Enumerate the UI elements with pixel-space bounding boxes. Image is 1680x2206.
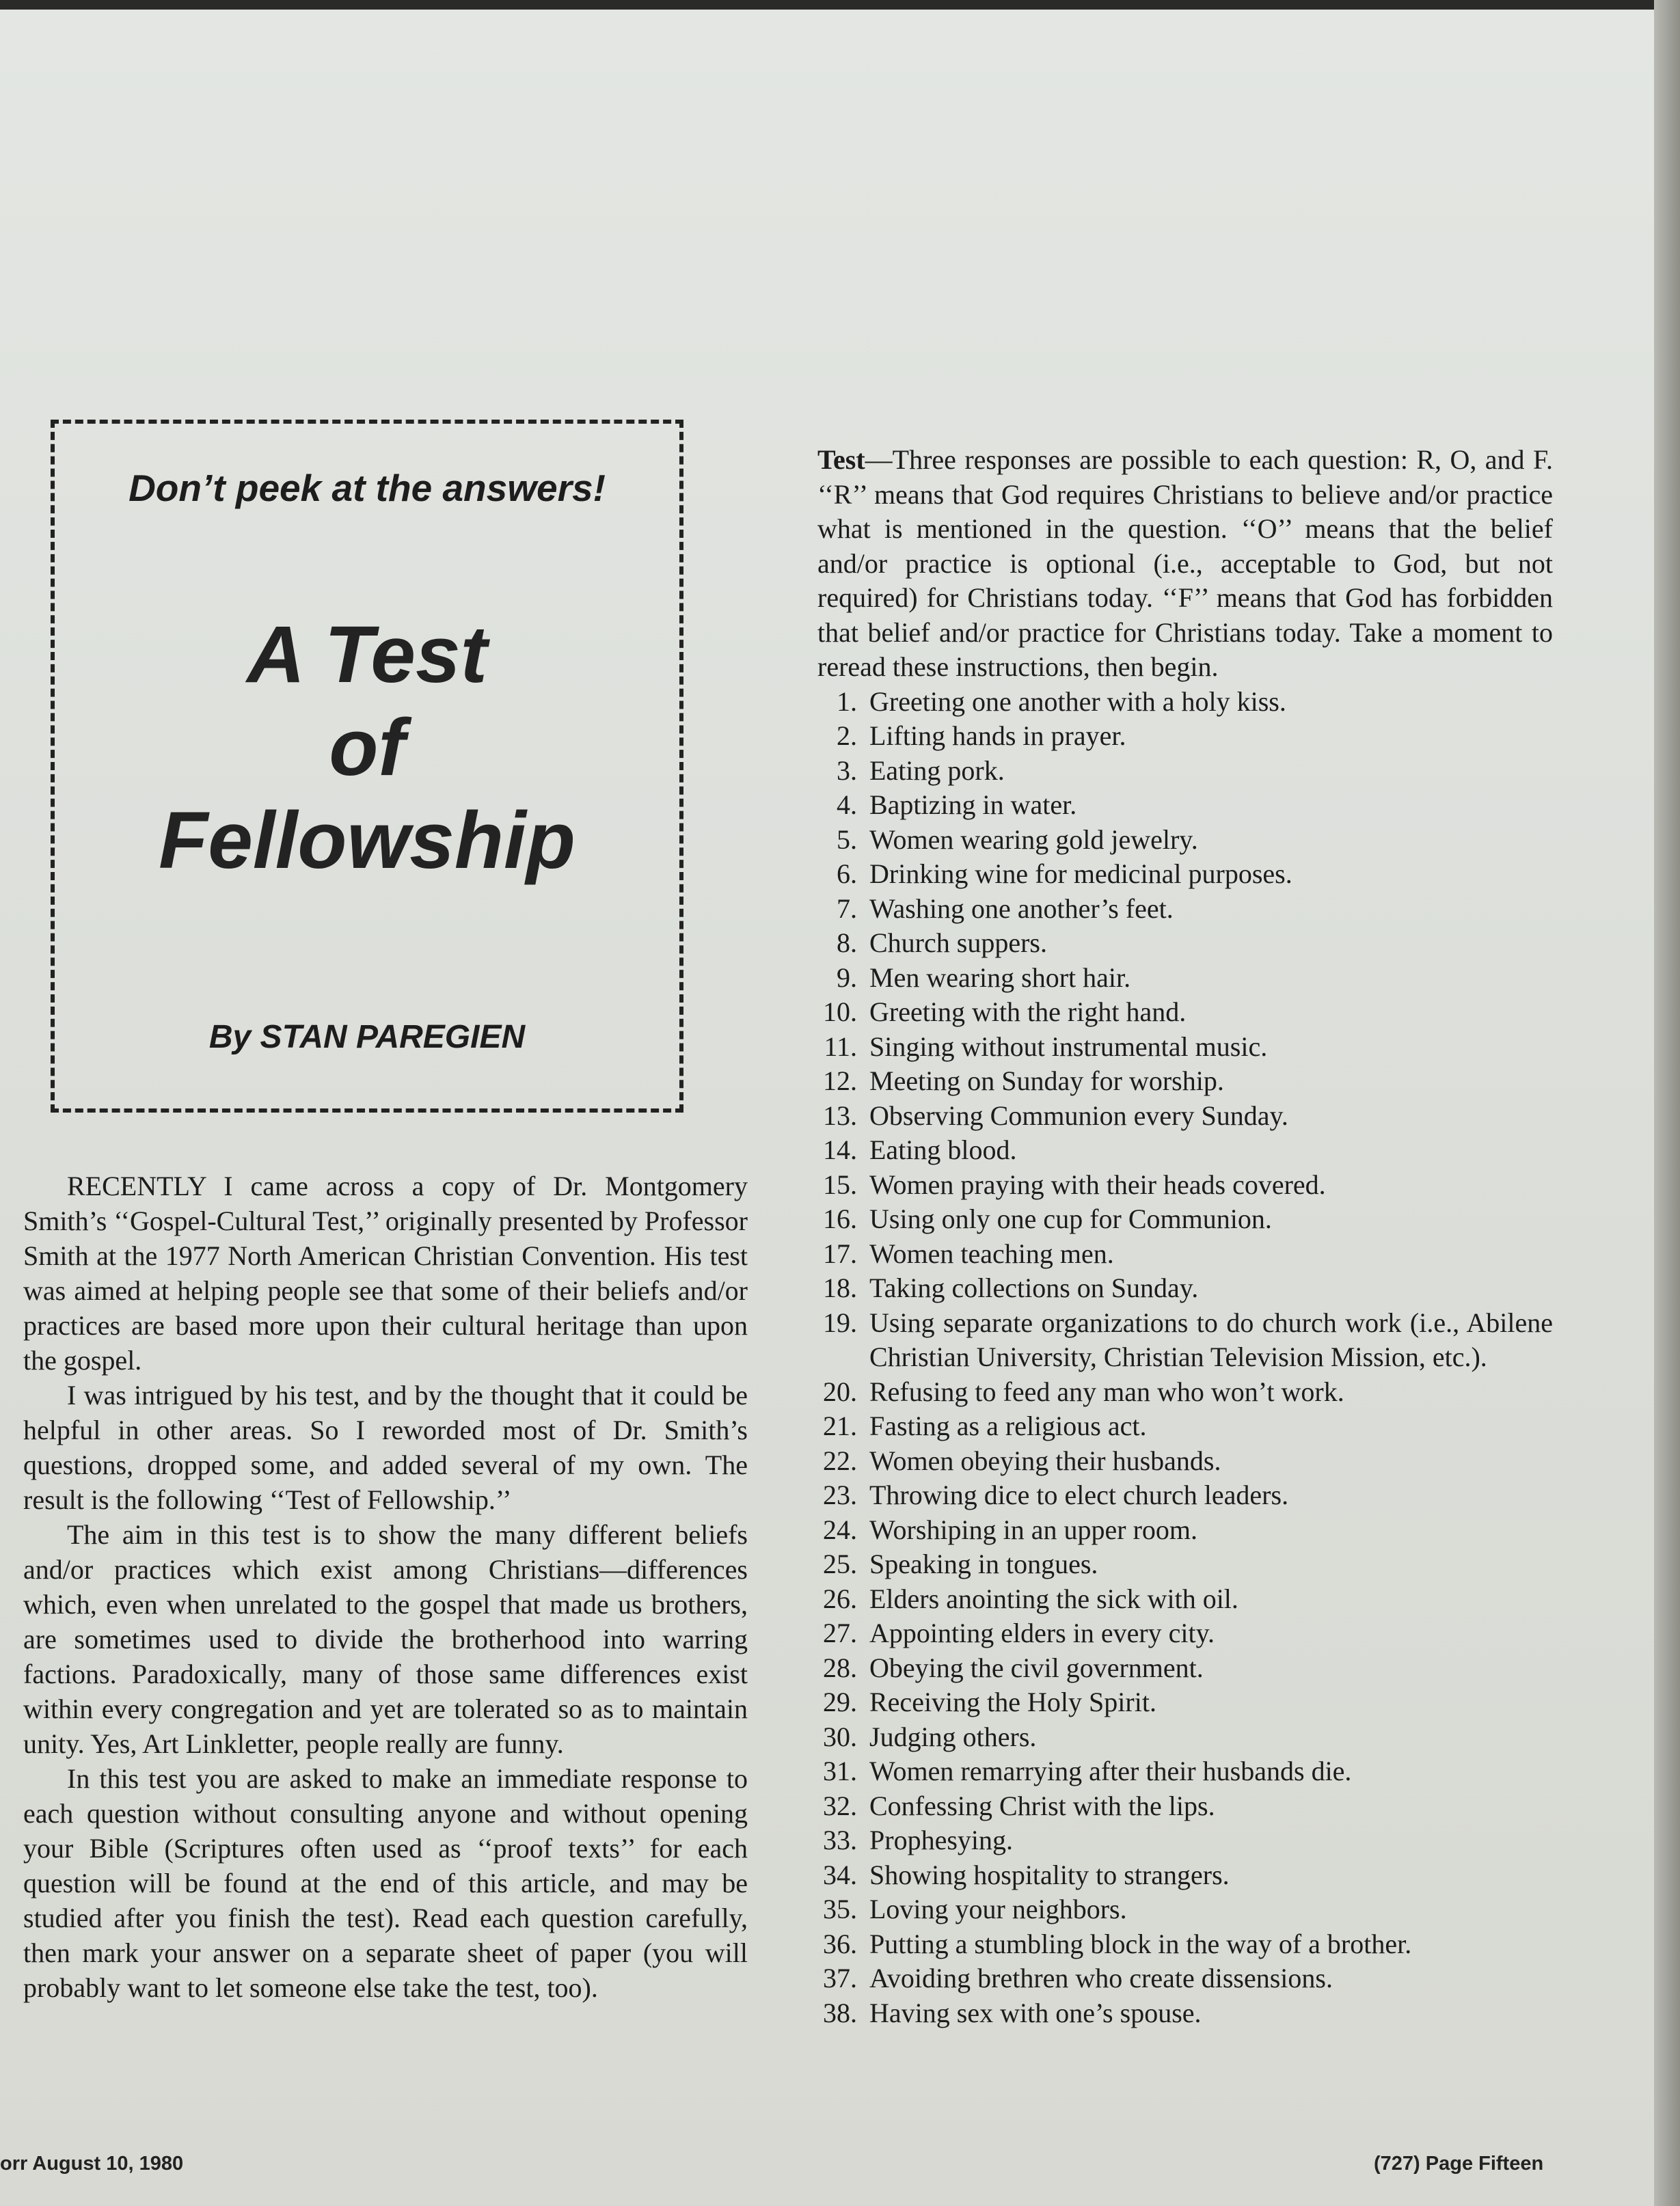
question-text: Prophesying. (869, 1825, 1013, 1855)
question-text: Using separate organizations to do church work (i.e., Abilene Christian University, Christian Television Mission, etc.). (869, 1307, 1553, 1372)
question-text: Showing hospitality to strangers. (869, 1859, 1230, 1890)
question-number: 16. (823, 1203, 857, 1234)
question-number: 32. (823, 1790, 857, 1821)
question-item (817, 892, 1553, 927)
question-number: 36. (823, 1928, 857, 1959)
question-number: 37. (823, 1963, 857, 1993)
question-item (817, 1616, 1553, 1651)
question-number: 11. (824, 1031, 857, 1062)
instructions-text: —Three responses are possible to each question: R, O, and F. ‘‘R’’ means that God requires Christians to believe and/or practice what is mentioned in the question. ‘‘O’’ means that the belief and/or practice is optional (i.e., acceptable to God, but not required) for Christians today. ‘‘F’’ means that God has forbidden that belief and/or practice for Christians today. Take a moment to reread these instructions, then begin. (817, 444, 1553, 682)
question-text: Observing Communion every Sunday. (869, 1100, 1288, 1131)
question-text: Fasting as a religious act. (869, 1411, 1147, 1441)
question-text: Men wearing short hair. (869, 962, 1131, 993)
question-number: 22. (823, 1445, 857, 1476)
question-number: 4. (837, 789, 857, 820)
question-item (817, 857, 1553, 892)
question-number: 24. (823, 1514, 857, 1545)
question-item (817, 1892, 1553, 1927)
question-number: 19. (823, 1307, 857, 1338)
page-right-edge (1654, 0, 1680, 2206)
question-number: 30. (823, 1721, 857, 1752)
question-item (817, 1720, 1553, 1755)
question-number: 5. (837, 823, 857, 855)
question-number: 10. (823, 996, 857, 1027)
title-box (51, 420, 683, 1113)
question-number: 13. (823, 1100, 857, 1131)
article-paragraph: In this test you are asked to make an immediate response to each question without consulting anyone and without opening your Bible (Scriptures often used as ‘‘proof texts’’ for each question will be found at the end of this article, and may be studied after you finish the test). Read each question carefully, then mark your answer on a separate sheet of paper (you will probably want to let someone else take the test, too). (23, 1763, 748, 2003)
question-number: 27. (823, 1618, 857, 1648)
question-number: 15. (823, 1169, 857, 1200)
question-item (817, 719, 1553, 754)
question-text: Putting a stumbling block in the way of a brother. (869, 1928, 1412, 1959)
question-number: 9. (837, 962, 857, 993)
question-item (817, 1858, 1553, 1893)
question-text: Loving your neighbors. (869, 1894, 1127, 1924)
teaser-text: Don’t peek at the answers! (128, 467, 606, 509)
question-number: 34. (823, 1859, 857, 1890)
question-item (817, 1202, 1553, 1237)
question-item (817, 926, 1553, 961)
article-paragraph: RECENTLY I came across a copy of Dr. Montgomery Smith’s ‘‘Gospel-Cultural Test,’’ originally presented by Professor Smith at the 1977 North American Christian Convention. His test was aimed at helping people see that some of their beliefs and/or practices are based more upon their cultural heritage than upon the gospel. (23, 1171, 748, 1376)
question-number: 17. (823, 1238, 857, 1269)
question-text: Women wearing gold jewelry. (869, 823, 1198, 855)
question-text: Receiving the Holy Spirit. (869, 1687, 1156, 1717)
question-item (817, 1064, 1553, 1099)
question-number: 38. (823, 1997, 857, 2028)
question-item (817, 1547, 1553, 1582)
question-number: 21. (823, 1411, 857, 1441)
test-column (817, 443, 1553, 2030)
question-number: 3. (837, 754, 857, 786)
question-item (817, 823, 1553, 858)
article-paragraph: I was intrigued by his test, and by the thought that it could be helpful in other areas. So I reworded most of Dr. Smith’s questions, dropped some, and added several of my own. The result is the following ‘‘Test of Fellowship.’’ (23, 1380, 748, 1515)
question-number: 18. (823, 1272, 857, 1303)
question-item (817, 1133, 1553, 1168)
question-item (817, 1375, 1553, 1410)
question-text: Women praying with their heads covered. (869, 1169, 1326, 1200)
question-text: Washing one another’s feet. (869, 893, 1174, 924)
question-item (817, 685, 1553, 720)
question-number: 1. (837, 685, 857, 717)
footer-page-number: (727) Page Fifteen (1374, 2153, 1544, 2175)
question-text: Judging others. (869, 1721, 1037, 1752)
title-line: of (329, 703, 405, 793)
question-item (817, 961, 1553, 996)
question-list (817, 685, 1553, 2031)
question-item (817, 995, 1553, 1030)
question-text: Confessing Christ with the lips. (869, 1790, 1215, 1821)
question-number: 31. (823, 1756, 857, 1786)
question-text: Eating blood. (869, 1134, 1017, 1165)
title-line: Fellowship (159, 795, 575, 886)
byline: By STAN PAREGIEN (208, 1019, 526, 1055)
question-number: 35. (823, 1894, 857, 1924)
question-item (817, 1237, 1553, 1272)
question-text: Baptizing in water. (869, 789, 1077, 820)
question-text: Refusing to feed any man who won’t work. (869, 1376, 1344, 1407)
question-text: Women obeying their husbands. (869, 1445, 1221, 1476)
question-number: 33. (823, 1825, 857, 1855)
question-item (817, 1030, 1553, 1065)
question-text: Throwing dice to elect church leaders. (869, 1480, 1289, 1510)
title-line: A Test (247, 610, 487, 700)
question-number: 12. (823, 1065, 857, 1096)
question-text: Avoiding brethren who create dissensions. (869, 1963, 1333, 1993)
question-text: Drinking wine for medicinal purposes. (869, 858, 1292, 889)
question-number: 8. (837, 927, 857, 958)
question-number: 26. (823, 1583, 857, 1614)
question-text: Meeting on Sunday for worship. (869, 1065, 1224, 1096)
question-item (817, 1582, 1553, 1617)
question-item (817, 1409, 1553, 1444)
question-item (817, 1927, 1553, 1962)
question-item (817, 1651, 1553, 1686)
article-paragraph: The aim in this test is to show the many different beliefs and/or practices which exist among Christians—differences which, even when unrelated to the gospel that made us brothers, are sometimes used to divide the brotherhood into warring factions. Paradoxically, many of those same differences exist within every congregation and yet are tolerated so as to maintain unity. Yes, Art Linkletter, people really are funny. (23, 1519, 748, 1759)
question-number: 7. (837, 893, 857, 924)
question-item (817, 1271, 1553, 1306)
question-item (817, 788, 1553, 823)
question-text: Elders anointing the sick with oil. (869, 1583, 1238, 1614)
question-text: Having sex with one’s spouse. (869, 1997, 1202, 2028)
question-text: Lifting hands in prayer. (869, 720, 1126, 751)
question-item (817, 1754, 1553, 1789)
question-text: Women remarrying after their husbands die. (869, 1756, 1352, 1786)
question-item (817, 1823, 1553, 1858)
question-number: 23. (823, 1480, 857, 1510)
question-number: 28. (823, 1652, 857, 1683)
question-text: Greeting with the right hand. (869, 996, 1187, 1027)
question-item (817, 1099, 1553, 1134)
question-text: Speaking in tongues. (869, 1549, 1098, 1579)
question-number: 20. (823, 1376, 857, 1407)
question-text: Church suppers. (869, 927, 1047, 958)
footer-date: orr August 10, 1980 (0, 2153, 184, 2175)
test-instructions (817, 443, 1553, 685)
question-number: 29. (823, 1687, 857, 1717)
question-text: Singing without instrumental music. (869, 1031, 1268, 1062)
question-item (817, 1513, 1553, 1548)
question-item (817, 1478, 1553, 1513)
question-item (817, 1306, 1553, 1375)
question-text: Eating pork. (869, 754, 1005, 786)
question-text: Appointing elders in every city. (869, 1618, 1215, 1648)
question-item (817, 1996, 1553, 2031)
question-item (817, 1444, 1553, 1479)
question-number: 25. (823, 1549, 857, 1579)
question-text: Worshiping in an upper room. (869, 1514, 1198, 1545)
question-item (817, 754, 1553, 789)
test-label: Test (817, 444, 865, 475)
question-text: Greeting one another with a holy kiss. (869, 685, 1286, 717)
article-title (55, 608, 679, 887)
page-top-edge (0, 0, 1680, 10)
question-item (817, 1789, 1553, 1824)
question-item (817, 1961, 1553, 1996)
question-text: Using only one cup for Communion. (869, 1203, 1272, 1234)
question-number: 2. (837, 720, 857, 751)
article-body-left (23, 1169, 748, 2005)
question-text: Taking collections on Sunday. (869, 1272, 1199, 1303)
question-item (817, 1168, 1553, 1203)
question-item (817, 1685, 1553, 1720)
question-text: Obeying the civil government. (869, 1652, 1204, 1683)
question-number: 6. (837, 858, 857, 889)
question-text: Women teaching men. (869, 1238, 1114, 1269)
question-number: 14. (823, 1134, 857, 1165)
